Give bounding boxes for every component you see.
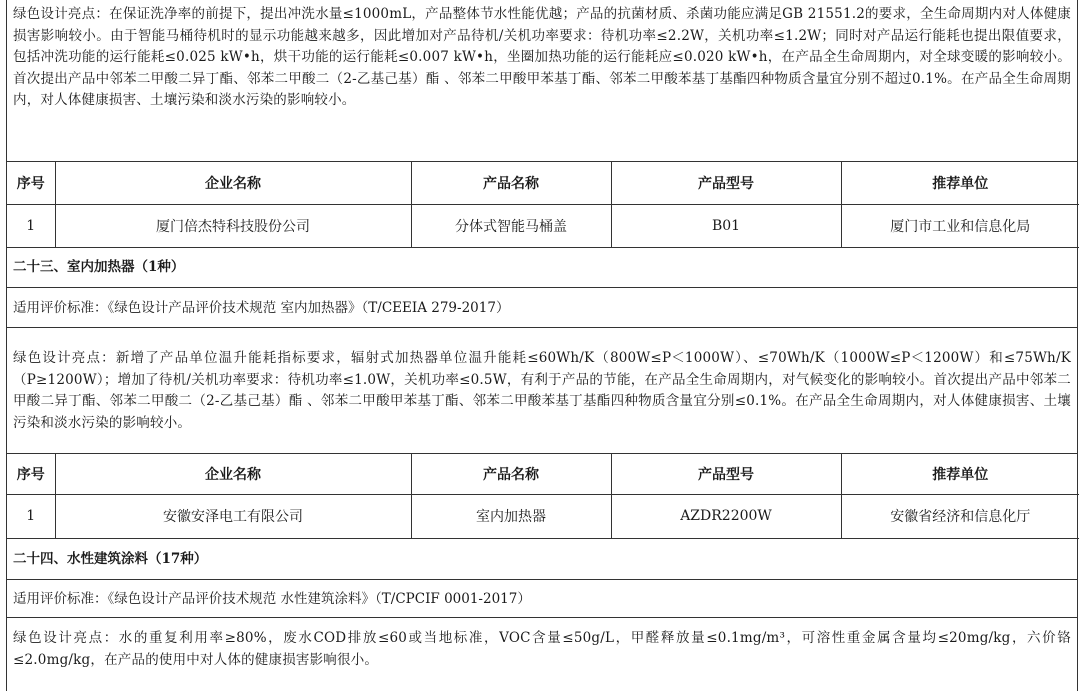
smart-toilet-highlight-block xyxy=(7,0,1077,162)
heater-standard-block xyxy=(7,288,1077,328)
coating-standard-text: 适用评价标准：《绿色设计产品评价技术规范 水性建筑涂料》（T/CPCIF 0001-2017） xyxy=(13,591,531,607)
header-recommender: 推荐单位 xyxy=(841,162,1079,204)
heater-highlight-block xyxy=(7,328,1077,454)
heater-product-table xyxy=(7,454,1079,539)
cell-index: 1 xyxy=(7,494,55,538)
cell-company: 安徽安泽电工有限公司 xyxy=(55,494,411,538)
heater-section-title: 二十三、室内加热器（1种） xyxy=(13,259,185,275)
smart-toilet-highlight-text: 绿色设计亮点：在保证洗净率的前提下，提出冲洗水量≤1000mL，产品整体节水性能优越；产品的抗菌材质、杀菌功能应满足GB 21551.2的要求，全生命周期内对人体健康损害影响较小。由于智能马桶待机时的显示功能越来越多，因此增加对产品待机/关机功率要求：待机功率≤2.2W，关机功率≤1.2W；同时对产品运行能耗也提出限值要求，包括冲洗功能的运行能耗≤0.025 kW•h，烘干功能的运行能耗≤0.007 kW•h，坐圈加热功能的运行能耗应≤0.020 kW•h，在产品全生命周期内，对全球变暖的影响较小。首次提出产品中邻苯二甲酸二异丁酯、邻苯二甲酸二（2-乙基己基）酯 、邻苯二甲酸甲苯基丁酯、邻苯二甲酸苯基丁基酯四种物质含量宜分别不超过0.1%。在产品全生命周期内，对人体健康损害、土壤污染和淡水污染的影响较小。 xyxy=(13,6,1071,108)
header-company: 企业名称 xyxy=(55,454,411,494)
heater-standard-text: 适用评价标准：《绿色设计产品评价技术规范 室内加热器》（T/CEEIA 279-2017） xyxy=(13,300,510,316)
table-row xyxy=(7,204,1079,247)
table-row xyxy=(7,494,1079,538)
header-index: 序号 xyxy=(7,454,55,494)
cell-product: 室内加热器 xyxy=(411,494,611,538)
smart-toilet-product-table xyxy=(7,162,1079,248)
coating-section-title: 二十四、水性建筑涂料（17种） xyxy=(13,551,208,567)
header-index: 序号 xyxy=(7,162,55,204)
coating-highlight-block xyxy=(7,618,1077,691)
coating-highlight-text: 绿色设计亮点：水的重复利用率≥80%，废水COD排放≤60或当地标准，VOC含量≤50g/L，甲醛释放量≤0.1mg/m³，可溶性重金属含量均≤20mg/kg，六价铬≤2.0mg/kg，在产品的使用中对人体的健康损害影响很小。 xyxy=(13,630,1071,668)
cell-model: AZDR2200W xyxy=(611,494,841,538)
table-header-row xyxy=(7,162,1079,204)
header-product: 产品名称 xyxy=(411,454,611,494)
header-product: 产品名称 xyxy=(411,162,611,204)
cell-company: 厦门倍杰特科技股份公司 xyxy=(55,204,411,247)
document-page xyxy=(6,0,1078,691)
heater-section-title-block xyxy=(7,246,1077,288)
table-header-row xyxy=(7,454,1079,494)
cell-model: B01 xyxy=(611,204,841,247)
cell-recommender: 安徽省经济和信息化厅 xyxy=(841,494,1079,538)
coating-standard-block xyxy=(7,580,1077,618)
header-company: 企业名称 xyxy=(55,162,411,204)
header-model: 产品型号 xyxy=(611,162,841,204)
header-recommender: 推荐单位 xyxy=(841,454,1079,494)
cell-index: 1 xyxy=(7,204,55,247)
header-model: 产品型号 xyxy=(611,454,841,494)
coating-section-title-block xyxy=(7,538,1077,580)
cell-product: 分体式智能马桶盖 xyxy=(411,204,611,247)
heater-highlight-text: 绿色设计亮点：新增了产品单位温升能耗指标要求，辐射式加热器单位温升能耗≤60Wh/K（800W≤P＜1000W）、≤70Wh/K（1000W≤P＜1200W）和≤75Wh/K（P≥1200W）；增加了待机/关机功率要求：待机功率≤1.0W，关机功率≤0.5W，有利于产品的节能，在产品全生命周期内，对气候变化的影响较小。首次提出产品中邻苯二甲酸二异丁酯、邻苯二甲酸二（2-乙基己基）酯 、邻苯二甲酸甲苯基丁酯、邻苯二甲酸苯基丁基酯四种物质含量宜分别≤0.1%。在产品全生命周期内，对人体健康损害、土壤污染和淡水污染的影响较小。 xyxy=(13,350,1071,431)
cell-recommender: 厦门市工业和信息化局 xyxy=(841,204,1079,247)
